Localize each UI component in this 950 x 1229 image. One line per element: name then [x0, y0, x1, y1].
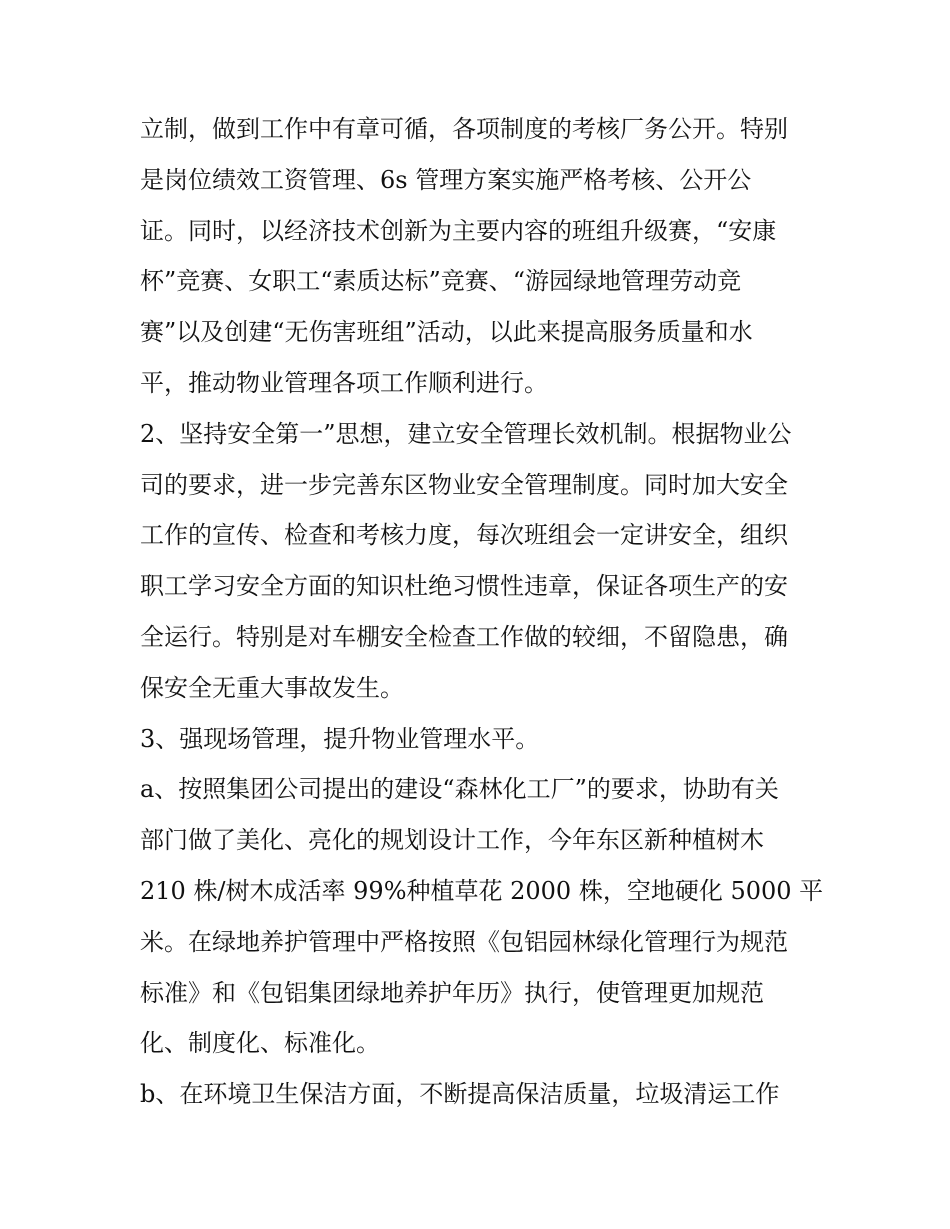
text-line-5: 赛”以及创建“无伤害班组”活动，以此来提高服务质量和水: [140, 318, 753, 347]
text-line-2: 是岗位绩效工资管理、6s 管理方案实施严格考核、公开公: [140, 165, 752, 194]
text-line-8: 司的要求，进一步完善东区物业安全管理制度。同时加大安全: [140, 470, 788, 499]
text-line-11: 全运行。特别是对车棚安全检查工作做的较细，不留隐患，确: [140, 622, 788, 651]
text-line-16: 210 株/树木成活率 99%种植草花 2000 株，空地硬化 5000 平: [140, 876, 824, 905]
text-line-1: 立制，做到工作中有章可循，各项制度的考核厂务公开。特别: [140, 115, 788, 143]
text-line-19: 化、制度化、标准化。: [140, 1029, 380, 1058]
text-line-17: 米。在绿地养护管理中严格按照《包铝园林绿化管理行为规范: [140, 927, 788, 956]
text-line-4: 杯”竞赛、女职工“素质达标”竞赛、“游园绿地管理劳动竞: [140, 267, 742, 296]
document-body: [140, 104, 824, 1120]
text-line-6: 平，推动物业管理各项工作顺利进行。: [140, 368, 548, 397]
text-line-14: a、按照集团公司提出的建设“森林化工厂”的要求，协助有关: [140, 775, 779, 804]
text-line-3: 证。同时，以经济技术创新为主要内容的班组升级赛，“安康: [140, 216, 777, 245]
text-line-20: b、在环境卫生保洁方面，不断提高保洁质量，垃圾清运工作: [140, 1080, 780, 1109]
text-line-15: 部门做了美化、亮化的规划设计工作，今年东区新种植树木: [140, 826, 764, 855]
text-line-9: 工作的宣传、检查和考核力度，每次班组会一定讲安全，组织: [140, 521, 788, 550]
text-line-18: 标准》和《包铝集团绿地养护年历》执行，使管理更加规范: [140, 978, 764, 1007]
text-line-12: 保安全无重大事故发生。: [140, 673, 404, 702]
text-line-7: 2、坚持安全第一”思想，建立安全管理长效机制。根据物业公: [140, 419, 792, 448]
text-line-10: 职工学习安全方面的知识杜绝习惯性违章，保证各项生产的安: [140, 572, 788, 601]
text-line-13: 3、强现场管理，提升物业管理水平。: [140, 724, 540, 753]
